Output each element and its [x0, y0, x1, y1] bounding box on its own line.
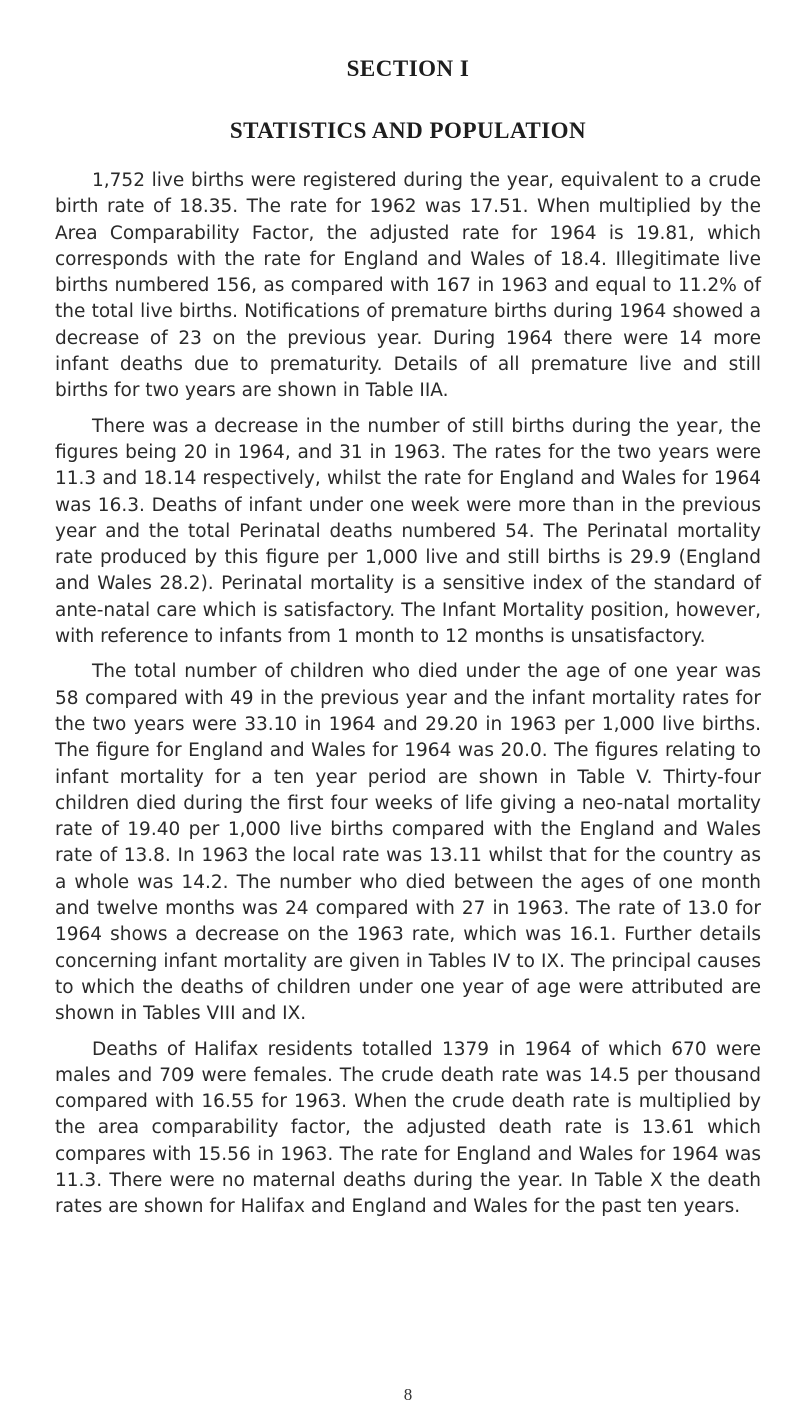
paragraph-infant-mortality: The total number of children who died under the age of one year was 58 compared with 49 in the previous year and the infant mortality rates for the two years were 33.10 in 1964 and 29.20 in 1963 per 1,000 live births. The figure for England and Wales for 1964 was 20.0. The figures relating to infant mortality for a ten year period are shown in Table V. Thirty-four children died during the first four weeks of life giving a neo-natal mortality rate of 19.40 per 1,000 live births compared with the England and Wales rate of 13.8. In 1963 the local rate was 13.11 whilst that for the country as a whole was 14.2. The number who died between the ages of one month and twelve months was 24 compared with 27 in 1963. The rate of 13.0 for 1964 shows a decrease on the 1963 rate, which was 16.1. Further details concerning infant mortality are given in Tables IV to IX. The principal causes to which the deaths of children under one year of age were attributed are shown in Tables VIII and IX. — [55, 661, 761, 1025]
paragraph-still-births: There was a decrease in the number of still births during the year, the figures being 20 in 1964, and 31 in 1963. The rates for the two years were 11.3 and 18.14 respectively, whilst the rate for England and Wales for 1964 was 16.3. Deaths of infant under one week were more than in the previous year and the total Perinatal deaths numbered 54. The Perinatal mortality rate produced by this figure per 1,000 live and still births is 29.9 (England and Wales 28.2). Perinatal mortality is a sensitive index of the standard of ante-natal care which is satisfactory. The Infant Mortality position, however, with reference to infants from 1 month to 12 months is unsatisfactory. — [55, 415, 761, 648]
paragraph-deaths: Deaths of Halifax residents totalled 1379 in 1964 of which 670 were males and 709 were females. The crude death rate was 14.5 per thousand compared with 16.55 for 1963. When the crude death rate is multiplied by the area comparability factor, the adjusted death rate is 13.61 which compares with 15.56 in 1963. The rate for England and Wales for 1964 was 11.3. There were no maternal deaths during the year. In Table X the death rates are shown for Halifax and England and Wales for the past ten years. — [55, 1038, 761, 1218]
section-heading: SECTION I — [346, 56, 470, 81]
body-text — [55, 168, 761, 1230]
page-title: STATISTICS AND POPULATION — [229, 118, 587, 143]
document-page — [55, 0, 761, 1428]
paragraph-births: 1,752 live births were registered during the year, equivalent to a crude birth rate of 18.35. The rate for 1962 was 17.51. When multiplied by the Area Comparability Factor, the adjusted rate for 1964 is 19.81, which corresponds with the rate for England and Wales of 18.4. Illegitimate live births numbered 156, as compared with 167 in 1963 and equal to 11.2% of the total live births. Notifications of premature births during 1964 showed a decrease of 23 on the previous year. During 1964 there were 14 more infant deaths due to prematurity. Details of all premature live and still births for two years are shown in Table IIA. — [55, 170, 761, 402]
page-number: 8 — [403, 1385, 413, 1404]
